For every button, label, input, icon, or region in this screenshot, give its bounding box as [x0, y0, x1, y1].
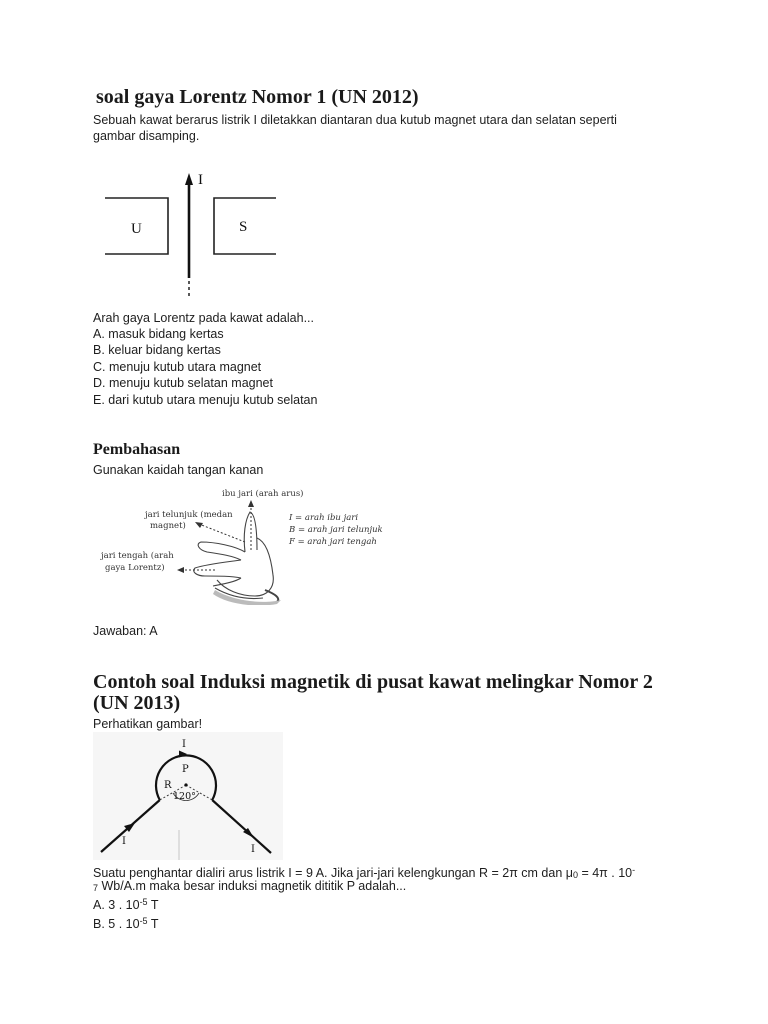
q2-option-a-unit: T [147, 898, 159, 912]
option-d: D. menuju kutub selatan magnet [93, 376, 273, 391]
exponent-fragment-2: 7 [93, 883, 99, 893]
center-label: P [182, 764, 189, 775]
discussion-heading: Pembahasan [93, 441, 181, 458]
north-label: U [131, 221, 142, 237]
angle-label: 120° [173, 791, 196, 802]
question-2-options [93, 894, 158, 933]
right-current-label: I [251, 844, 255, 855]
current-label: I [198, 172, 203, 188]
q2-option-b-unit: T [147, 917, 159, 932]
q2-option-b-base: B. 5 . 10 [93, 917, 140, 932]
question-2-text-a: Suatu penghantar dialiri arus listrik I = 9 A. Jika jari-jari kelengkungan R = 2π cm dan μ [93, 866, 573, 880]
question-1-text: Arah gaya Lorentz pada kawat adalah... [93, 311, 314, 325]
index-label-2: magnet) [150, 521, 186, 531]
middle-label-1: jari tengah (arah [101, 551, 174, 561]
south-label: S [239, 219, 248, 235]
question-2-text-c: Wb/A.m maka besar induksi magnetik dititik P adalah... [98, 879, 407, 893]
radius-label: R [164, 780, 172, 791]
q2-option-a-exp: -5 [139, 897, 148, 907]
question-1-title: soal gaya Lorentz Nomor 1 (UN 2012) [96, 86, 419, 108]
q2-option-a-base: A. 3 . 10 [93, 898, 140, 912]
option-c: C. menuju kutub utara magnet [93, 359, 262, 374]
q2-option-b-exp: -5 [139, 916, 148, 927]
question-2-text-b: = 4π . 10 [577, 866, 633, 880]
q2-option-a [93, 894, 158, 913]
hand-sketch [194, 512, 279, 602]
magnet-wire-figure [101, 165, 291, 300]
question-1-options [93, 326, 317, 408]
index-arrow [195, 522, 203, 528]
current-arrow-head [185, 173, 193, 185]
left-current-label: I [122, 836, 126, 847]
mu-subscript: 0 [572, 870, 578, 880]
middle-label-2: gaya Lorentz) [105, 563, 165, 573]
index-label-1: jari telunjuk (medan [145, 510, 233, 520]
answer-text: Jawaban: A [93, 624, 158, 638]
option-a: A. masuk bidang kertas [93, 327, 224, 341]
question-2-intro: Perhatikan gambar! [93, 717, 203, 731]
thumb-label: ibu jari (arah arus) [222, 489, 304, 499]
legend-line-2: B = arah jari telunjuk [289, 525, 383, 535]
discussion-text: Gunakan kaidah tangan kanan [93, 463, 264, 477]
question-1-intro: Sebuah kawat berarus listrik I diletakkan diantaran dua kutub magnet utara dan selatan seperti gambar disamping. [93, 113, 617, 144]
middle-arrow [177, 567, 184, 573]
legend-line-3: F = arah jari tengah [289, 537, 377, 547]
circular-wire-figure [93, 732, 283, 860]
top-current-label: I [182, 739, 186, 750]
legend-line-1: I = arah ibu jari [289, 513, 359, 523]
option-e: E. dari kutub utara menuju kutub selatan [93, 392, 318, 407]
exponent-fragment: - [632, 865, 636, 875]
q2-option-b [93, 913, 158, 932]
question-2-title-line-1: Contoh soal Induksi magnetik di pusat kawat melingkar Nomor 2 [93, 671, 653, 693]
question-2-title [93, 672, 653, 714]
right-hand-rule-figure [95, 480, 405, 605]
question-2-title-line-2: (UN 2013) [93, 692, 181, 714]
option-b: B. keluar bidang kertas [93, 343, 221, 358]
thumb-arrow [248, 500, 254, 507]
